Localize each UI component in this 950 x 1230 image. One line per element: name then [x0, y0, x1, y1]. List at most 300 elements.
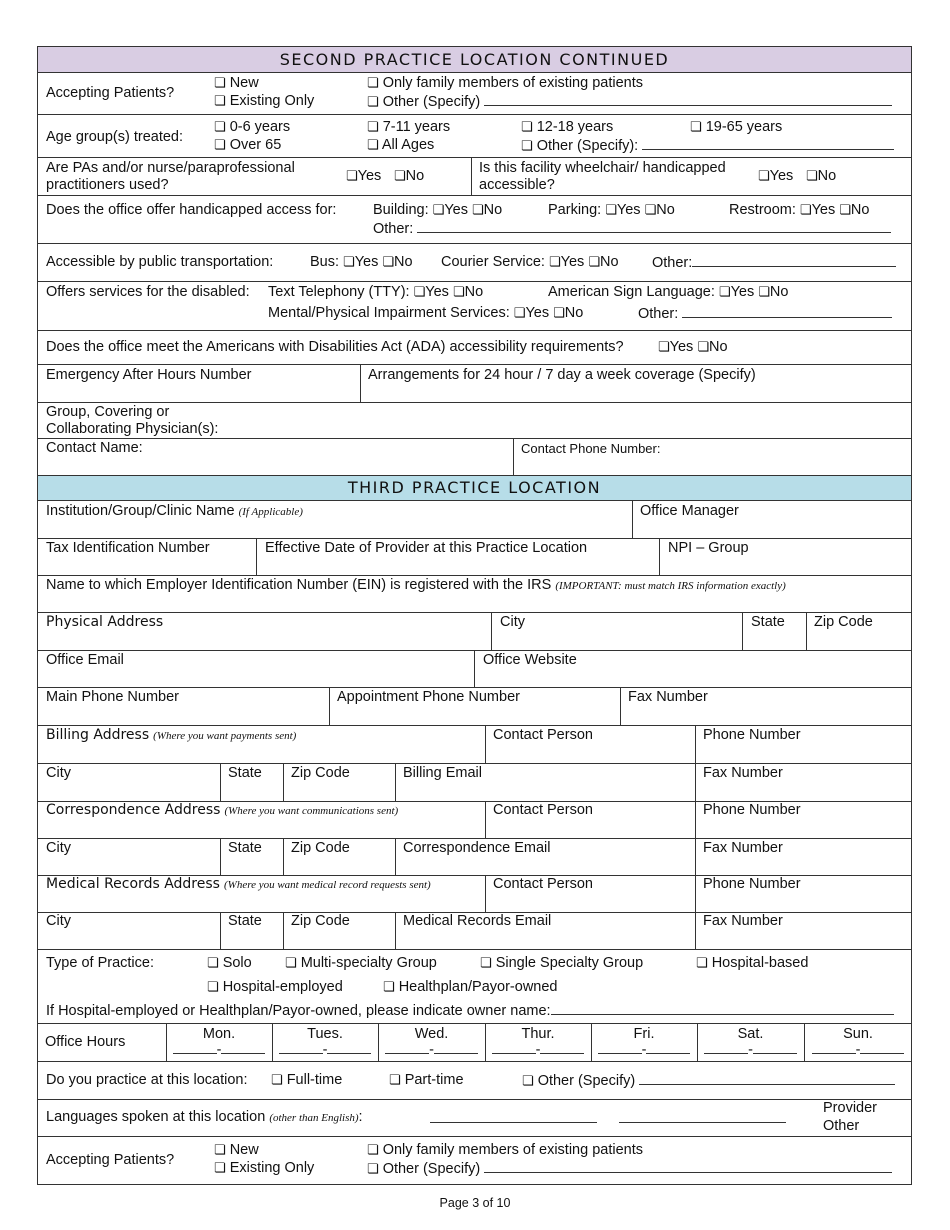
- city-label: City: [46, 840, 71, 856]
- handicap-other-input[interactable]: [417, 220, 891, 233]
- sun-input[interactable]: [804, 1041, 912, 1059]
- age-7-11[interactable]: [367, 119, 450, 136]
- yes-label: Yes: [354, 254, 379, 270]
- checkbox-icon[interactable]: ❏: [285, 956, 297, 971]
- checkbox-icon[interactable]: ❏: [553, 306, 565, 321]
- yes-label: Yes: [616, 202, 641, 218]
- yes-label: Yes: [525, 305, 550, 321]
- checkbox-icon[interactable]: ❏: [214, 1161, 226, 1176]
- dash: -: [855, 1042, 861, 1058]
- checkbox-icon[interactable]: ❏: [214, 76, 226, 91]
- checkbox-icon[interactable]: ❏: [697, 340, 709, 355]
- tue-close[interactable]: [327, 1041, 371, 1054]
- solo-label: Solo: [222, 955, 252, 971]
- divider: [491, 613, 492, 650]
- billing-email-label: Billing Email: [403, 765, 482, 781]
- no-label: No: [656, 202, 675, 218]
- thu-open[interactable]: [492, 1041, 536, 1054]
- state-label: State: [751, 614, 785, 630]
- pas-row: [37, 158, 912, 196]
- building-field: [373, 202, 502, 219]
- practice-label: Do you practice at this location:: [46, 1072, 248, 1088]
- city-label: City: [46, 765, 71, 781]
- new-label: New: [229, 1142, 259, 1158]
- transport-other: [652, 254, 896, 272]
- no-label: No: [483, 202, 503, 218]
- divider: [632, 501, 633, 538]
- language-input-2[interactable]: [619, 1110, 786, 1123]
- tue-input[interactable]: [272, 1041, 378, 1059]
- hours-row: [37, 1024, 912, 1062]
- age-over-65[interactable]: [214, 137, 281, 154]
- fax-label: Fax Number: [628, 689, 708, 705]
- physical-row: [37, 613, 912, 651]
- correspondence-row: [37, 802, 912, 839]
- divider: [220, 764, 221, 801]
- checkbox-icon[interactable]: ❏: [472, 203, 484, 218]
- divider: [485, 876, 486, 912]
- single-label: Single Specialty Group: [495, 955, 644, 971]
- owner-input[interactable]: [551, 1002, 894, 1015]
- age-label-2: 7-11 years: [382, 119, 451, 135]
- family-label: Only family members of existing patients: [382, 75, 643, 91]
- wheel-yes[interactable]: [758, 168, 793, 185]
- dash: -: [322, 1042, 328, 1058]
- age-all[interactable]: [367, 137, 434, 154]
- age-label-5: Over 65: [229, 137, 282, 153]
- dash: -: [641, 1042, 647, 1058]
- pas-no[interactable]: [394, 168, 424, 185]
- checkbox-icon[interactable]: ❏: [343, 255, 355, 270]
- restroom-label: Restroom:: [729, 202, 796, 218]
- other-input[interactable]: [484, 93, 892, 106]
- courier-field: [441, 254, 619, 271]
- owner-field: [46, 1002, 894, 1020]
- checkbox-icon[interactable]: ❏: [522, 1074, 534, 1089]
- if-applicable-note: (If Applicable): [238, 506, 303, 518]
- fri-close[interactable]: [646, 1041, 690, 1054]
- divider: [695, 913, 696, 949]
- accepting-row: [37, 73, 912, 115]
- checkbox-icon[interactable]: ❏: [758, 285, 770, 300]
- checkbox-icon[interactable]: ❏: [271, 1073, 283, 1088]
- thu-label: Thur.: [521, 1026, 555, 1042]
- yes-label: Yes: [425, 284, 449, 300]
- fulltime-label: Full-time: [286, 1072, 343, 1088]
- mental-label: Mental/Physical Impairment Services:: [268, 305, 510, 321]
- hosp-option[interactable]: [696, 955, 808, 972]
- institution-row: [37, 501, 912, 539]
- building-label: Building:: [373, 202, 429, 218]
- languages-colon: :: [358, 1109, 363, 1125]
- checkbox-icon[interactable]: ❏: [367, 76, 379, 91]
- checkbox-icon[interactable]: ❏: [214, 1143, 226, 1158]
- accepting-label: Accepting Patients?: [46, 1152, 175, 1168]
- dash: -: [535, 1042, 541, 1058]
- age-other-input[interactable]: [642, 137, 894, 150]
- checkbox-icon[interactable]: ❏: [367, 1143, 379, 1158]
- email-row: [37, 651, 912, 688]
- med-note: (Where you want medical record requests sent): [224, 879, 431, 891]
- med-email-label: Medical Records Email: [403, 913, 552, 929]
- family-option[interactable]: [367, 1142, 643, 1159]
- existing-option[interactable]: [214, 1160, 314, 1177]
- health-option[interactable]: [383, 979, 557, 996]
- physical-address-label: Physical Address: [46, 614, 164, 630]
- yes-label: Yes: [730, 284, 755, 300]
- existing-label: Existing Only: [229, 1160, 315, 1176]
- yes-label: Yes: [444, 202, 468, 218]
- disabled-label: Offers services for the disabled:: [46, 284, 250, 300]
- checkbox-icon[interactable]: ❏: [382, 255, 395, 270]
- languages-label: Languages spoken at this location: [46, 1109, 266, 1125]
- divider: [806, 613, 807, 650]
- family-option[interactable]: [367, 75, 643, 92]
- disabled-row: [37, 282, 912, 331]
- languages-row: [37, 1100, 912, 1137]
- no-label: No: [394, 254, 413, 270]
- office-email-label: Office Email: [46, 652, 124, 668]
- divider: [395, 764, 396, 801]
- divider: [695, 726, 696, 763]
- hosp-label: Hospital-based: [711, 955, 809, 971]
- checkbox-icon[interactable]: ❏: [696, 956, 708, 971]
- wheelchair-label: Is this facility wheelchair/ handicapped accessible?: [479, 160, 726, 193]
- divider: [283, 839, 284, 875]
- pas-yes[interactable]: [346, 168, 381, 185]
- courier-label: Courier Service:: [441, 254, 545, 270]
- sat-open[interactable]: [704, 1041, 748, 1054]
- zip-label: Zip Code: [291, 913, 350, 929]
- sun-label: Sun.: [843, 1026, 873, 1042]
- divider: [513, 439, 514, 475]
- type-row: [37, 950, 912, 1024]
- hosp-emp-label: Hospital-employed: [222, 979, 343, 995]
- ein-field: [46, 577, 786, 595]
- thu-input[interactable]: [485, 1041, 591, 1059]
- sat-label: Sat.: [737, 1026, 764, 1042]
- checkbox-icon[interactable]: ❏: [548, 255, 561, 270]
- mon-input[interactable]: [166, 1041, 272, 1059]
- contact-person-label: Contact Person: [493, 727, 593, 743]
- contact-row: [37, 439, 912, 476]
- zip-label: Zip Code: [291, 765, 350, 781]
- mon-open[interactable]: [173, 1041, 217, 1054]
- accepting-row-3: [37, 1137, 912, 1185]
- divider: [620, 688, 621, 725]
- billing-city-row: [37, 764, 912, 802]
- other-label: Other (Specify): [537, 1073, 636, 1089]
- yes-label: Yes: [357, 168, 382, 184]
- language-input-1[interactable]: [430, 1110, 597, 1123]
- transport-other-input[interactable]: [692, 254, 896, 267]
- fri-input[interactable]: [591, 1041, 697, 1059]
- practice-other-option[interactable]: [522, 1072, 895, 1090]
- multi-label: Multi-specialty Group: [300, 955, 437, 971]
- section-title: THIRD PRACTICE LOCATION: [347, 478, 602, 497]
- new-label: New: [229, 75, 259, 91]
- billing-row: [37, 726, 912, 764]
- sun-open[interactable]: [812, 1041, 856, 1054]
- billing-note: (Where you want payments sent): [153, 730, 297, 742]
- age-label-4: 19-65 years: [705, 119, 783, 135]
- divider: [329, 688, 330, 725]
- dash: -: [429, 1042, 434, 1058]
- main-phone-label: Main Phone Number: [46, 689, 179, 705]
- checkbox-icon[interactable]: ❏: [214, 120, 226, 135]
- zip-label: Zip Code: [814, 614, 873, 630]
- divider: [395, 913, 396, 949]
- other-option[interactable]: [367, 1160, 892, 1178]
- tue-label: Tues.: [307, 1026, 343, 1042]
- no-label: No: [769, 284, 789, 300]
- new-option[interactable]: [214, 75, 259, 92]
- divider: [395, 839, 396, 875]
- appointment-phone-label: Appointment Phone Number: [337, 689, 520, 705]
- ada-row: [37, 331, 912, 365]
- zip-label: Zip Code: [291, 840, 350, 856]
- checkbox-icon[interactable]: ❏: [658, 340, 670, 355]
- divider: [485, 802, 486, 838]
- age-label-3: 12-18 years: [536, 119, 614, 135]
- med-label: Medical Records Address: [46, 876, 220, 892]
- divider: [695, 876, 696, 912]
- institution-field: [46, 503, 303, 521]
- provider-label: Provider: [823, 1100, 877, 1116]
- yes-label: Yes: [811, 202, 836, 218]
- fax-label: Fax Number: [703, 913, 783, 929]
- contact-name-label: Contact Name:: [46, 440, 143, 456]
- checkbox-icon[interactable]: ❏: [367, 120, 379, 135]
- divider: [474, 651, 475, 687]
- checkbox-icon[interactable]: ❏: [839, 203, 851, 218]
- health-label: Healthplan/Payor-owned: [398, 979, 558, 995]
- checkbox-icon[interactable]: ❏: [367, 138, 379, 153]
- languages-field: [46, 1109, 363, 1127]
- divider: [695, 764, 696, 801]
- solo-option[interactable]: [207, 955, 252, 972]
- pas-label: Are PAs and/or nurse/paraprofessional practitioners used?: [46, 160, 295, 193]
- phone-number-label: Phone Number: [703, 802, 801, 818]
- checkbox-icon[interactable]: ❏: [644, 203, 657, 218]
- handicap-label: Does the office offer handicapped access for:: [46, 202, 337, 218]
- checkbox-icon[interactable]: ❏: [367, 1162, 379, 1177]
- type-label: Type of Practice:: [46, 955, 154, 971]
- checkbox-icon[interactable]: ❏: [346, 169, 358, 184]
- wheel-no[interactable]: [806, 168, 836, 185]
- handicap-row: [37, 196, 912, 244]
- thu-close[interactable]: [540, 1041, 584, 1054]
- checkbox-icon[interactable]: ❏: [605, 203, 617, 218]
- age-row: [37, 115, 912, 158]
- section-header-third: [37, 476, 912, 501]
- wed-open[interactable]: [385, 1041, 429, 1054]
- wed-close[interactable]: [434, 1041, 478, 1054]
- checkbox-icon[interactable]: ❏: [207, 956, 219, 971]
- checkbox-icon[interactable]: ❏: [394, 169, 406, 184]
- age-19-65[interactable]: [690, 119, 782, 136]
- no-label: No: [850, 202, 870, 218]
- fulltime-option[interactable]: [271, 1072, 342, 1089]
- npi-label: NPI – Group: [668, 540, 749, 556]
- page-number: Page 3 of 10: [439, 1196, 511, 1210]
- section-header-second: [37, 46, 912, 73]
- dash: -: [216, 1042, 222, 1058]
- ein-row: [37, 576, 912, 613]
- state-label: State: [228, 840, 262, 856]
- sat-input[interactable]: [697, 1041, 804, 1059]
- divider: [360, 365, 361, 402]
- asl-field: [548, 284, 788, 301]
- city-label: City: [500, 614, 525, 630]
- checkbox-icon[interactable]: ❏: [452, 285, 465, 300]
- parking-label: Parking:: [548, 202, 602, 218]
- arrangements-label: Arrangements for 24 hour / 7 day a week coverage (Specify): [368, 367, 756, 383]
- other-label: Other (Specify): [382, 1161, 481, 1177]
- parttime-label: Part-time: [404, 1072, 464, 1088]
- divider: [283, 913, 284, 949]
- other-option[interactable]: [367, 93, 892, 111]
- checkbox-icon[interactable]: ❏: [413, 285, 426, 300]
- no-label: No: [599, 254, 619, 270]
- ada-label: Does the office meet the Americans with Disabilities Act (ADA) accessibility requirements?: [46, 339, 624, 355]
- checkbox-icon[interactable]: ❏: [367, 95, 379, 110]
- ein-note: (IMPORTANT: must match IRS information exactly): [555, 580, 786, 592]
- med-field: [46, 876, 431, 894]
- divider: [220, 913, 221, 949]
- bus-label: Bus:: [310, 254, 340, 270]
- age-label-1: 0-6 years: [229, 119, 291, 135]
- fri-open[interactable]: [598, 1041, 642, 1054]
- section-title: SECOND PRACTICE LOCATION CONTINUED: [279, 50, 670, 69]
- existing-label: Existing Only: [229, 93, 315, 109]
- yes-label: Yes: [560, 254, 585, 270]
- tue-open[interactable]: [279, 1041, 323, 1054]
- divider: [256, 539, 257, 575]
- other-label: Other:: [652, 255, 693, 271]
- hosp-emp-option[interactable]: [207, 979, 343, 996]
- corr-city-row: [37, 839, 912, 876]
- tty-field: [268, 284, 483, 301]
- corr-label: Correspondence Address: [46, 802, 221, 818]
- restroom-field: [729, 202, 869, 219]
- age-other[interactable]: [521, 137, 894, 155]
- institution-label: Institution/Group/Clinic Name: [46, 503, 235, 519]
- checkbox-icon[interactable]: ❏: [758, 169, 770, 184]
- phone-number-label: Phone Number: [703, 727, 801, 743]
- checkbox-icon[interactable]: ❏: [207, 980, 219, 995]
- emergency-row: [37, 365, 912, 403]
- no-label: No: [817, 168, 837, 184]
- tty-label: Text Telephony (TTY):: [268, 284, 410, 300]
- yes-label: Yes: [769, 168, 794, 184]
- checkbox-icon[interactable]: ❏: [214, 138, 226, 153]
- age-label-6: All Ages: [381, 137, 435, 153]
- group-label-1: Group, Covering or: [46, 404, 170, 420]
- fri-label: Fri.: [633, 1026, 655, 1042]
- billing-field: [46, 727, 296, 745]
- yes-label: Yes: [669, 339, 694, 355]
- divider: [471, 158, 472, 195]
- checkbox-icon[interactable]: ❏: [521, 120, 533, 135]
- checkbox-icon[interactable]: ❏: [432, 203, 445, 218]
- existing-option[interactable]: [214, 93, 314, 110]
- mon-close[interactable]: [221, 1041, 265, 1054]
- family-label: Only family members of existing patients: [382, 1142, 643, 1158]
- divider: [695, 802, 696, 838]
- new-option[interactable]: [214, 1142, 259, 1159]
- checkbox-icon[interactable]: ❏: [588, 255, 600, 270]
- checkbox-icon[interactable]: ❏: [690, 120, 702, 135]
- parking-field: [548, 202, 675, 219]
- age-0-6[interactable]: [214, 119, 290, 136]
- divider: [659, 539, 660, 575]
- ada-options: [658, 339, 728, 356]
- handicap-other: [373, 220, 891, 238]
- checkbox-icon[interactable]: ❏: [480, 956, 492, 971]
- asl-label: American Sign Language:: [548, 284, 715, 300]
- corr-note: (Where you want communications sent): [224, 805, 399, 817]
- state-label: State: [228, 765, 262, 781]
- checkbox-icon[interactable]: ❏: [521, 139, 533, 154]
- disabled-other-input[interactable]: [682, 305, 892, 318]
- divider: [485, 726, 486, 763]
- corr-field: [46, 802, 398, 820]
- wed-label: Wed.: [414, 1026, 449, 1042]
- fax-label: Fax Number: [703, 840, 783, 856]
- office-website-label: Office Website: [483, 652, 577, 668]
- checkbox-icon[interactable]: ❏: [389, 1073, 401, 1088]
- other-label: Other (Specify): [382, 94, 481, 110]
- practice-row: [37, 1062, 912, 1100]
- disabled-other: [638, 305, 892, 323]
- ein-label: Name to which Employer Identification Number (EIN) is registered with the IRS: [46, 577, 552, 593]
- mental-field: [268, 305, 583, 322]
- multi-option[interactable]: [285, 955, 437, 972]
- checkbox-icon[interactable]: ❏: [383, 980, 395, 995]
- accepting-label: Accepting Patients?: [46, 85, 175, 101]
- checkbox-icon[interactable]: ❏: [214, 94, 226, 109]
- medical-row: [37, 876, 912, 913]
- contact-person-label: Contact Person: [493, 802, 593, 818]
- checkbox-icon[interactable]: ❏: [718, 285, 731, 300]
- checkbox-icon[interactable]: ❏: [799, 203, 812, 218]
- languages-note: (other than English): [269, 1112, 359, 1124]
- single-option[interactable]: [480, 955, 643, 972]
- other-input[interactable]: [484, 1160, 892, 1173]
- divider: [742, 613, 743, 650]
- checkbox-icon[interactable]: ❏: [513, 306, 526, 321]
- no-label: No: [464, 284, 484, 300]
- city-label: City: [46, 913, 71, 929]
- parttime-option[interactable]: [389, 1072, 464, 1089]
- age-label: Age group(s) treated:: [46, 129, 184, 145]
- group-row: [37, 403, 912, 439]
- emergency-label: Emergency After Hours Number: [46, 367, 252, 383]
- age-12-18[interactable]: [521, 119, 613, 136]
- no-label: No: [564, 305, 584, 321]
- checkbox-icon[interactable]: ❏: [806, 169, 818, 184]
- fax-label: Fax Number: [703, 765, 783, 781]
- bus-field: [310, 254, 413, 271]
- other-label: Other: [823, 1118, 860, 1134]
- sat-close[interactable]: [753, 1041, 797, 1054]
- practice-other-input[interactable]: [639, 1072, 895, 1085]
- phones-row: [37, 688, 912, 726]
- sun-close[interactable]: [860, 1041, 904, 1054]
- wed-input[interactable]: [378, 1041, 485, 1059]
- owner-label: If Hospital-employed or Healthplan/Payor-owned, please indicate owner name:: [46, 1003, 551, 1019]
